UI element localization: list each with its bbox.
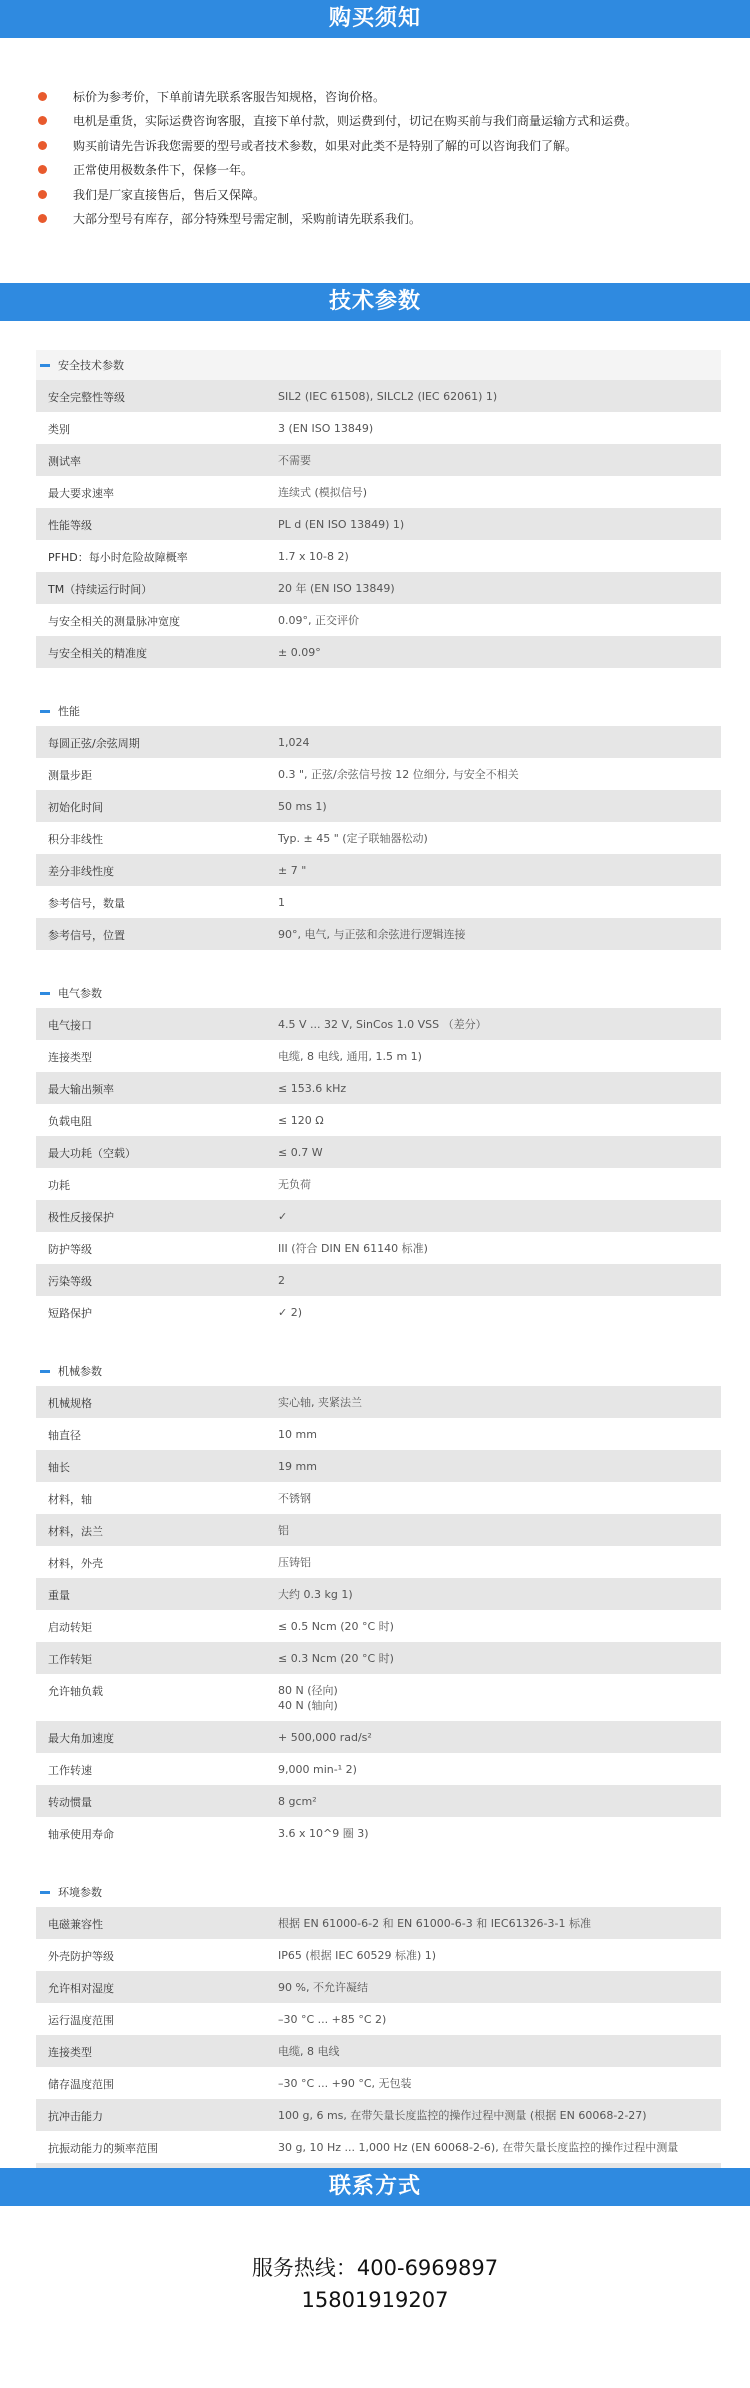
- table-row: [36, 1514, 721, 1546]
- spec-key: PFHD：每小时危险故障概率: [48, 551, 188, 564]
- table-row: [36, 1674, 721, 1721]
- section-header: [36, 1356, 721, 1386]
- bullet-icon: [38, 141, 47, 150]
- spec-value: 20 年 (EN ISO 13849): [278, 582, 395, 595]
- table-row: [36, 1232, 721, 1264]
- table-row: [36, 758, 721, 790]
- dash-icon: [40, 364, 50, 367]
- spec-key: 最大输出频率: [48, 1083, 114, 1096]
- table-row: [36, 1418, 721, 1450]
- section-header: [36, 978, 721, 1008]
- table-row: [36, 2067, 721, 2099]
- spec-value: ± 0.09°: [278, 646, 321, 659]
- table-row: [36, 1817, 721, 1849]
- spec-value: ✓ 2): [278, 1306, 303, 1319]
- table-row: [36, 822, 721, 854]
- list-item: [38, 207, 738, 232]
- tech-banner: 技术参数: [0, 283, 750, 321]
- notice-text: 购买前请先告诉我您需要的型号或者技术参数，如果对此类不是特别了解的可以咨询我们了解。: [73, 138, 578, 153]
- table-row: [36, 1040, 721, 1072]
- notice-list: [38, 84, 738, 231]
- spec-key: 电气接口: [48, 1019, 92, 1032]
- spec-value: 1: [278, 896, 285, 909]
- spec-key: 允许相对湿度: [48, 1982, 114, 1995]
- spec-key: 功耗: [48, 1179, 70, 1192]
- spec-key: 每圆正弦/余弦周期: [48, 737, 140, 750]
- tech-spec-table: [36, 350, 721, 2195]
- spec-value: PL d (EN ISO 13849) 1): [278, 518, 405, 531]
- table-row: [36, 886, 721, 918]
- section-spacer: [36, 950, 721, 978]
- spec-value: 80 N (径向) 40 N (轴向): [278, 1684, 338, 1712]
- spec-value: 3 (EN ISO 13849): [278, 422, 374, 435]
- table-row: [36, 1072, 721, 1104]
- spec-key: 参考信号，数量: [48, 897, 125, 910]
- section-title: 安全技术参数: [58, 359, 124, 372]
- spec-key: 允许轴负载: [48, 1685, 103, 1698]
- bullet-icon: [38, 92, 47, 101]
- table-row: [36, 1200, 721, 1232]
- spec-value: 电缆, 8 电线, 通用, 1.5 m 1): [278, 1050, 422, 1063]
- spec-key: 轴长: [48, 1461, 70, 1474]
- spec-key: 连接类型: [48, 1051, 92, 1064]
- spec-value: 30 g, 10 Hz ... 1,000 Hz (EN 60068-2-6), 在带矢量长度监控的操作过程中测量: [278, 2141, 679, 2154]
- section-title: 环境参数: [58, 1886, 102, 1899]
- spec-value: –30 °C ... +90 °C, 无包装: [278, 2077, 412, 2090]
- table-row: [36, 1008, 721, 1040]
- notice-text: 标价为参考价，下单前请先联系客服告知规格，咨询价格。: [73, 89, 386, 104]
- spec-key: 储存温度范围: [48, 2078, 114, 2091]
- spec-value: 电缆, 8 电线: [278, 2045, 340, 2058]
- table-row: [36, 1578, 721, 1610]
- spec-value: 0.3 ", 正弦/余弦信号按 12 位细分, 与安全不相关: [278, 768, 519, 781]
- spec-value: 连续式 (模拟信号): [278, 486, 368, 499]
- spec-key: 防护等级: [48, 1243, 92, 1256]
- table-row: [36, 1386, 721, 1418]
- hotline-text: 服务热线：400-6969897: [251, 2256, 499, 2280]
- notice-banner: 购买须知: [0, 0, 750, 38]
- spec-value: ± 7 ": [278, 864, 307, 877]
- spec-key: 类别: [48, 423, 70, 436]
- spec-value: 压铸铝: [278, 1556, 311, 1569]
- spec-value: 不需要: [278, 454, 311, 467]
- phone-text: 15801919207: [301, 2288, 449, 2312]
- section-title: 电气参数: [58, 987, 102, 1000]
- table-row: [36, 508, 721, 540]
- spec-key: 短路保护: [48, 1307, 92, 1320]
- spec-value: 10 mm: [278, 1428, 317, 1441]
- notice-text: 正常使用极数条件下，保修一年。: [73, 163, 254, 178]
- table-row: [36, 1104, 721, 1136]
- spec-value: –30 °C ... +85 °C 2): [278, 2013, 387, 2026]
- bullet-icon: [38, 190, 47, 199]
- section-spacer: [36, 1849, 721, 1877]
- spec-value: 8 gcm²: [278, 1795, 317, 1808]
- spec-value: SIL2 (IEC 61508), SILCL2 (IEC 62061) 1): [278, 390, 498, 403]
- table-row: [36, 854, 721, 886]
- spec-key: 极性反接保护: [48, 1211, 114, 1224]
- table-row: [36, 1136, 721, 1168]
- dash-icon: [40, 1891, 50, 1894]
- spec-value: 100 g, 6 ms, 在带矢量长度监控的操作过程中测量 (根据 EN 60068-2-27): [278, 2109, 647, 2122]
- spec-value: 铝: [278, 1524, 289, 1537]
- spec-key: 材料，轴: [48, 1493, 92, 1506]
- dash-icon: [40, 992, 50, 995]
- spec-value: 2: [278, 1274, 285, 1287]
- list-item: [38, 84, 738, 109]
- table-row: [36, 2035, 721, 2067]
- table-row: [36, 1939, 721, 1971]
- spec-key: 安全完整性等级: [48, 391, 125, 404]
- spec-key: 与安全相关的测量脉冲宽度: [48, 615, 180, 628]
- spec-key: 机械规格: [48, 1397, 92, 1410]
- table-row: [36, 1168, 721, 1200]
- spec-value: ≤ 120 Ω: [278, 1114, 324, 1127]
- spec-section: [36, 1356, 721, 1849]
- spec-key: 运行温度范围: [48, 2014, 114, 2027]
- list-item: [38, 133, 738, 158]
- bullet-icon: [38, 116, 47, 125]
- spec-value: 1,024: [278, 736, 310, 749]
- table-row: [36, 476, 721, 508]
- spec-value: 3.6 x 10^9 圈 3): [278, 1827, 369, 1840]
- spec-value: 0.09°, 正交评价: [278, 614, 359, 627]
- table-row: [36, 572, 721, 604]
- list-item: [38, 158, 738, 183]
- spec-value: 1.7 x 10-8 2): [278, 550, 349, 563]
- list-item: [38, 109, 738, 134]
- spec-key: 最大要求速率: [48, 487, 114, 500]
- section-title: 机械参数: [58, 1365, 102, 1378]
- section-spacer: [36, 668, 721, 696]
- notice-text: 大部分型号有库存，部分特殊型号需定制，采购前请先联系我们。: [73, 212, 422, 227]
- table-row: [36, 540, 721, 572]
- spec-section: [36, 978, 721, 1328]
- spec-key: 初始化时间: [48, 801, 103, 814]
- spec-key: 重量: [48, 1589, 70, 1602]
- spec-value: Typ. ± 45 " (定子联轴器松动): [278, 832, 428, 845]
- dash-icon: [40, 710, 50, 713]
- spec-value: 根据 EN 61000-6-2 和 EN 61000-6-3 和 IEC61326-3-1 标准: [278, 1917, 591, 1930]
- spec-key: 启动转矩: [48, 1621, 92, 1634]
- bullet-icon: [38, 165, 47, 174]
- table-row: [36, 2131, 721, 2163]
- spec-key: 工作转矩: [48, 1653, 92, 1666]
- table-row: [36, 444, 721, 476]
- spec-key: 参考信号，位置: [48, 929, 125, 942]
- spec-value: 90°, 电气, 与正弦和余弦进行逻辑连接: [278, 928, 466, 941]
- spec-value: ≤ 0.3 Ncm (20 °C 时): [278, 1652, 394, 1665]
- table-row: [36, 1264, 721, 1296]
- spec-value: 4.5 V ... 32 V, SinCos 1.0 VSS （差分）: [278, 1018, 487, 1031]
- table-row: [36, 1971, 721, 2003]
- spec-key: 污染等级: [48, 1275, 92, 1288]
- spec-key: 材料，法兰: [48, 1525, 103, 1538]
- spec-key: 外壳防护等级: [48, 1950, 114, 1963]
- spec-key: 连接类型: [48, 2046, 92, 2059]
- table-row: [36, 1753, 721, 1785]
- spec-value: 9,000 min-¹ 2): [278, 1763, 357, 1776]
- spec-key: 电磁兼容性: [48, 1918, 103, 1931]
- table-row: [36, 1450, 721, 1482]
- table-row: [36, 1785, 721, 1817]
- spec-key: 材料，外壳: [48, 1557, 103, 1570]
- spec-key: 差分非线性度: [48, 865, 114, 878]
- section-title: 性能: [58, 705, 80, 718]
- spec-value: ≤ 0.5 Ncm (20 °C 时): [278, 1620, 394, 1633]
- spec-key: 工作转速: [48, 1764, 92, 1777]
- spec-value: 50 ms 1): [278, 800, 327, 813]
- notice-text: 我们是厂家直接售后，售后又保障。: [73, 187, 266, 202]
- table-row: [36, 604, 721, 636]
- table-row: [36, 726, 721, 758]
- table-row: [36, 790, 721, 822]
- spec-value: ≤ 0.7 W: [278, 1146, 323, 1159]
- spec-key: 最大角加速度: [48, 1732, 114, 1745]
- section-header: [36, 350, 721, 380]
- spec-key: 测量步距: [48, 769, 92, 782]
- table-row: [36, 1907, 721, 1939]
- table-row: [36, 1610, 721, 1642]
- spec-value: 19 mm: [278, 1460, 317, 1473]
- spec-value: 不锈钢: [278, 1492, 311, 1505]
- spec-section: [36, 696, 721, 950]
- table-row: [36, 412, 721, 444]
- spec-value: 90 %, 不允许凝结: [278, 1981, 368, 1994]
- spec-key: 负载电阻: [48, 1115, 92, 1128]
- spec-value: IP65 (根据 IEC 60529 标准) 1): [278, 1949, 437, 1962]
- spec-value: + 500,000 rad/s²: [278, 1731, 372, 1744]
- spec-key: 与安全相关的精准度: [48, 647, 147, 660]
- spec-key: 最大功耗（空载）: [48, 1147, 136, 1160]
- spec-key: 测试率: [48, 455, 81, 468]
- section-header: [36, 696, 721, 726]
- spec-value: ✓: [278, 1210, 288, 1223]
- table-row: [36, 380, 721, 412]
- spec-value: ≤ 153.6 kHz: [278, 1082, 347, 1095]
- table-row: [36, 1642, 721, 1674]
- table-row: [36, 1482, 721, 1514]
- notice-text: 电机是重货，实际运费咨询客服，直接下单付款，则运费到付，切记在购买前与我们商量运输方式和运费。: [73, 114, 638, 129]
- spec-key: 轴承使用寿命: [48, 1828, 114, 1841]
- spec-value: 大约 0.3 kg 1): [278, 1588, 353, 1601]
- spec-section: [36, 1877, 721, 2195]
- spec-key: TM（持续运行时间）: [48, 583, 153, 596]
- list-item: [38, 182, 738, 207]
- contact-banner: 联系方式: [0, 2168, 750, 2206]
- table-row: [36, 918, 721, 950]
- section-spacer: [36, 1328, 721, 1356]
- table-row: [36, 2099, 721, 2131]
- dash-icon: [40, 1370, 50, 1373]
- spec-key: 性能等级: [48, 519, 92, 532]
- bullet-icon: [38, 214, 47, 223]
- table-row: [36, 1721, 721, 1753]
- spec-value: 实心轴, 夹紧法兰: [278, 1396, 362, 1409]
- spec-key: 抗冲击能力: [48, 2110, 103, 2123]
- table-row: [36, 1546, 721, 1578]
- spec-section: [36, 350, 721, 668]
- spec-value: III (符合 DIN EN 61140 标准): [278, 1242, 428, 1255]
- spec-key: 转动惯量: [48, 1796, 92, 1809]
- section-header: [36, 1877, 721, 1907]
- spec-key: 积分非线性: [48, 833, 103, 846]
- table-row: [36, 1296, 721, 1328]
- table-row: [36, 636, 721, 668]
- spec-key: 抗振动能力的频率范围: [48, 2142, 158, 2155]
- table-row: [36, 2003, 721, 2035]
- spec-key: 轴直径: [48, 1429, 81, 1442]
- spec-value: 无负荷: [278, 1178, 311, 1191]
